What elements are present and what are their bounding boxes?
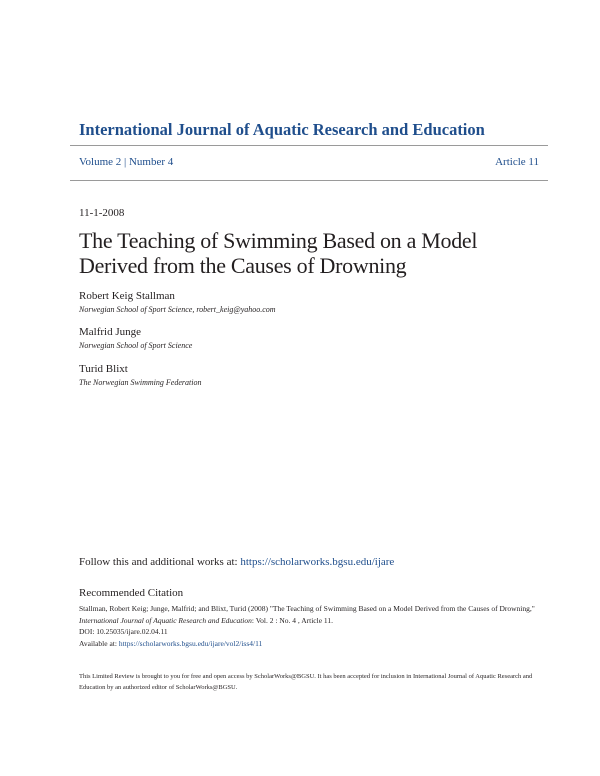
citation-authors-title: Stallman, Robert Keig; Junge, Malfrid; and Blixt, Turid (2008) "The Teaching of Swimming Based on a Model Derived from the Causes of Drowning," bbox=[79, 604, 535, 613]
citation-volume: : Vol. 2 : No. 4 , Article 11. bbox=[251, 615, 334, 625]
available-link[interactable]: https://scholarworks.bgsu.edu/ijare/vol2/iss4/11 bbox=[118, 638, 263, 648]
top-divider bbox=[70, 145, 548, 146]
follow-link[interactable]: https://scholarworks.bgsu.edu/ijare bbox=[240, 556, 395, 568]
volume-separator: | bbox=[124, 156, 127, 168]
author-affiliation: Norwegian School of Sport Science bbox=[79, 341, 193, 350]
article-title-line-1: The Teaching of Swimming Based on a Model bbox=[79, 228, 478, 253]
volume-line bbox=[79, 156, 539, 168]
article-title-line-2: Derived from the Causes of Drowning bbox=[79, 253, 407, 278]
recommended-citation bbox=[79, 603, 539, 649]
footer-notice: This Limited Review is brought to you for free and open access by ScholarWorks@BGSU. It has been accepted for inclusion in International Journal of Aquatic Research and Education by an authorized editor of ScholarWorks@BGSU. bbox=[79, 673, 533, 691]
follow-line bbox=[79, 556, 394, 568]
article-title bbox=[79, 228, 549, 278]
bottom-divider bbox=[70, 180, 548, 181]
publication-date: 11-1-2008 bbox=[79, 207, 125, 219]
author-name[interactable]: Robert Keig Stallman bbox=[79, 290, 175, 302]
volume-link[interactable]: Volume 2 bbox=[79, 156, 122, 168]
journal-title[interactable]: International Journal of Aquatic Research and Education bbox=[79, 120, 485, 139]
number-link[interactable]: Number 4 bbox=[128, 156, 174, 168]
author-name[interactable]: Malfrid Junge bbox=[79, 326, 142, 338]
available-prefix: Available at: bbox=[79, 638, 117, 648]
follow-prefix: Follow this and additional works at: bbox=[79, 556, 238, 568]
article-link[interactable]: Article 11 bbox=[495, 156, 539, 168]
author-name[interactable]: Turid Blixt bbox=[79, 363, 128, 375]
author-affiliation: The Norwegian Swimming Federation bbox=[79, 378, 202, 387]
citation-doi: DOI: 10.25035/ijare.02.04.11 bbox=[79, 627, 168, 636]
citation-journal: International Journal of Aquatic Research and Education bbox=[79, 615, 252, 625]
author-affiliation: Norwegian School of Sport Science, robert_keig@yahoo.com bbox=[79, 305, 276, 314]
recommended-citation-heading: Recommended Citation bbox=[79, 587, 184, 599]
